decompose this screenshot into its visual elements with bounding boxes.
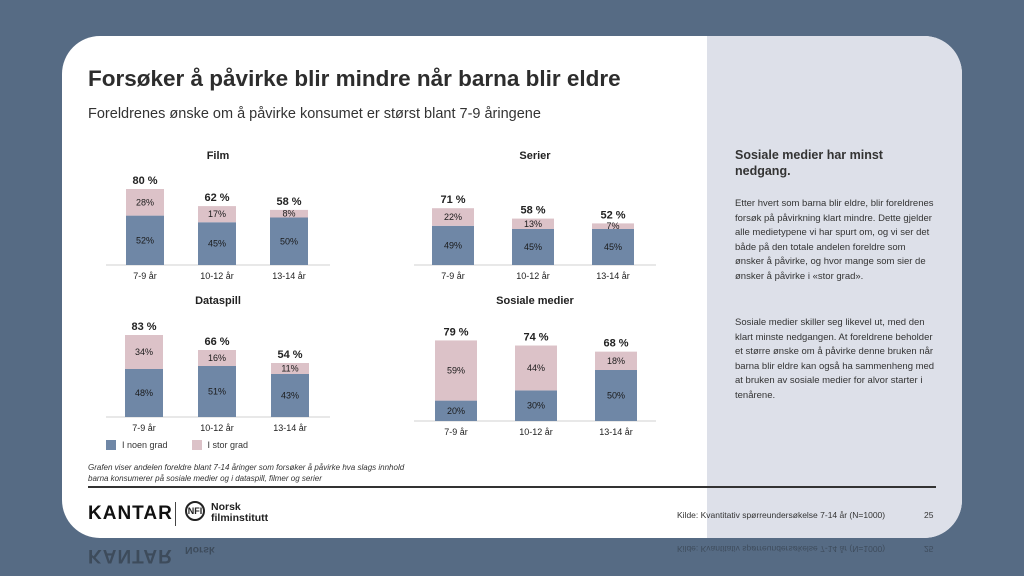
total-label: 58 % xyxy=(520,204,546,217)
data-label-noen: 51% xyxy=(207,386,227,397)
sidebar-paragraph-2: Sosiale medier skiller seg likevel ut, med den klart minste nedgangen. At foreldrene beholder et større ønske om å påvirke denne bruken når barna blir eldre kan også ha sammenheng med at bruken av sosiale medier for alvor starter i tenårene. xyxy=(735,317,935,401)
data-label-stor: 44% xyxy=(526,362,546,373)
data-label-noen: 43% xyxy=(280,390,300,401)
data-label-noen: 20% xyxy=(446,405,466,416)
total-label: 52 % xyxy=(600,209,626,222)
data-label-stor: 22% xyxy=(443,212,463,222)
category-label: 7-9 år xyxy=(441,271,465,281)
data-label-noen: 49% xyxy=(443,240,463,251)
category-label: 10-12 år xyxy=(516,271,550,281)
source-note: Kilde: Kvantitativ spørreundersøkelse 7-14 år (N=1000) xyxy=(677,510,886,520)
data-label-stor: 13% xyxy=(523,218,543,229)
total-label: 74 % xyxy=(523,331,549,344)
footer-divider xyxy=(88,486,936,488)
total-label: 66 % xyxy=(204,336,230,348)
nfi-logo-line-2: filminstitutt xyxy=(211,512,269,524)
logo-separator xyxy=(175,502,176,526)
sidebar-heading: Sosiale medier har minst nedgang. xyxy=(735,148,883,178)
data-label-noen: 50% xyxy=(606,390,626,401)
category-label: 7-9 år xyxy=(132,423,156,433)
data-label-stor: 59% xyxy=(446,365,466,376)
data-label-stor: 17% xyxy=(207,209,227,220)
total-label: 58 % xyxy=(276,195,302,208)
sidebar-panel xyxy=(707,36,962,538)
reflection-source-note: Kilde: Kvantitativ spørreundersøkelse 7-14 år (N=1000) xyxy=(677,544,886,554)
legend-label-stor: I stor grad xyxy=(207,440,249,450)
reflection-page-number: 25 xyxy=(924,544,934,554)
category-label: 7-9 år xyxy=(444,427,468,437)
legend-item-stor xyxy=(192,440,249,450)
category-label: 13-14 år xyxy=(272,271,306,281)
total-label: 68 % xyxy=(603,337,629,350)
nfi-logo-text xyxy=(211,502,268,524)
data-label-stor: 28% xyxy=(135,197,155,208)
legend-swatch-noen xyxy=(106,440,116,450)
category-label: 10-12 år xyxy=(519,427,553,437)
total-label: 80 % xyxy=(132,175,158,187)
nfi-logo-icon: NFI xyxy=(185,501,205,521)
category-label: 10-12 år xyxy=(200,423,234,433)
data-label-stor: 34% xyxy=(134,347,154,357)
reflection-kantar-logo: KANTAR xyxy=(88,545,173,566)
footnote-line-1: Grafen viser andelen foreldre blant 7-14 åringer som forsøker å påvirke hva slags innhold xyxy=(88,463,405,472)
data-label-stor: 7% xyxy=(606,221,620,232)
legend-item-noen xyxy=(106,440,168,450)
footnote-line-2: barna konsumerer på sosiale medier og i dataspill, filmer og serier xyxy=(88,474,322,483)
total-label: 71 % xyxy=(440,194,466,207)
category-label: 13-14 år xyxy=(596,271,630,281)
category-label: 10-12 år xyxy=(200,271,234,281)
page-number: 25 xyxy=(924,510,934,520)
data-label-noen: 45% xyxy=(603,242,623,252)
chart-footnote xyxy=(88,462,508,484)
data-label-noen: 45% xyxy=(523,242,543,252)
slide-reflection xyxy=(62,540,962,576)
legend-label-noen: I noen grad xyxy=(122,440,168,450)
chart-title-film: Film xyxy=(206,150,230,162)
data-label-stor: 8% xyxy=(282,208,296,219)
chart-legend xyxy=(106,440,248,450)
chart-title-dataspill: Dataspill xyxy=(195,295,241,307)
data-label-stor: 16% xyxy=(207,353,227,363)
charts-canvas xyxy=(62,36,722,456)
page-title: Forsøker å påvirke blir mindre når barna blir eldre xyxy=(88,66,621,91)
reflection-nfi-logo: Norsk xyxy=(185,544,215,556)
total-label: 54 % xyxy=(277,349,303,361)
data-label-noen: 50% xyxy=(279,236,299,247)
data-label-noen: 45% xyxy=(207,238,227,249)
category-label: 7-9 år xyxy=(133,271,157,281)
data-label-stor: 18% xyxy=(606,355,626,366)
legend-swatch-stor xyxy=(192,440,202,450)
data-label-stor: 11% xyxy=(281,363,299,374)
data-label-noen: 52% xyxy=(135,235,155,246)
kantar-logo: KANTAR xyxy=(88,503,173,524)
nfi-logo-line-1: Norsk xyxy=(211,501,241,513)
total-label: 62 % xyxy=(204,192,230,205)
data-label-noen: 48% xyxy=(134,388,154,398)
category-label: 13-14 år xyxy=(273,423,307,433)
chart-title-sosiale-medier: Sosiale medier xyxy=(496,295,574,307)
sidebar-paragraph-1: Etter hvert som barna blir eldre, blir foreldrenes forsøk på påvirkning klart mindre. Dette gjelder alle medietypene vi har spurt om, og vi ser det både på den totale andelen foreldre som ønsker å påvirke, og hvor mange som sier de ønsker å påvirke i «stor grad». xyxy=(735,198,934,282)
category-label: 13-14 år xyxy=(599,427,633,437)
total-label: 83 % xyxy=(131,321,157,333)
total-label: 79 % xyxy=(443,326,469,339)
data-label-noen: 30% xyxy=(526,400,546,411)
slide xyxy=(62,36,962,538)
page-subtitle: Foreldrenes ønske om å påvirke konsumet er størst blant 7-9 åringene xyxy=(88,106,541,122)
chart-title-serier: Serier xyxy=(519,150,551,162)
